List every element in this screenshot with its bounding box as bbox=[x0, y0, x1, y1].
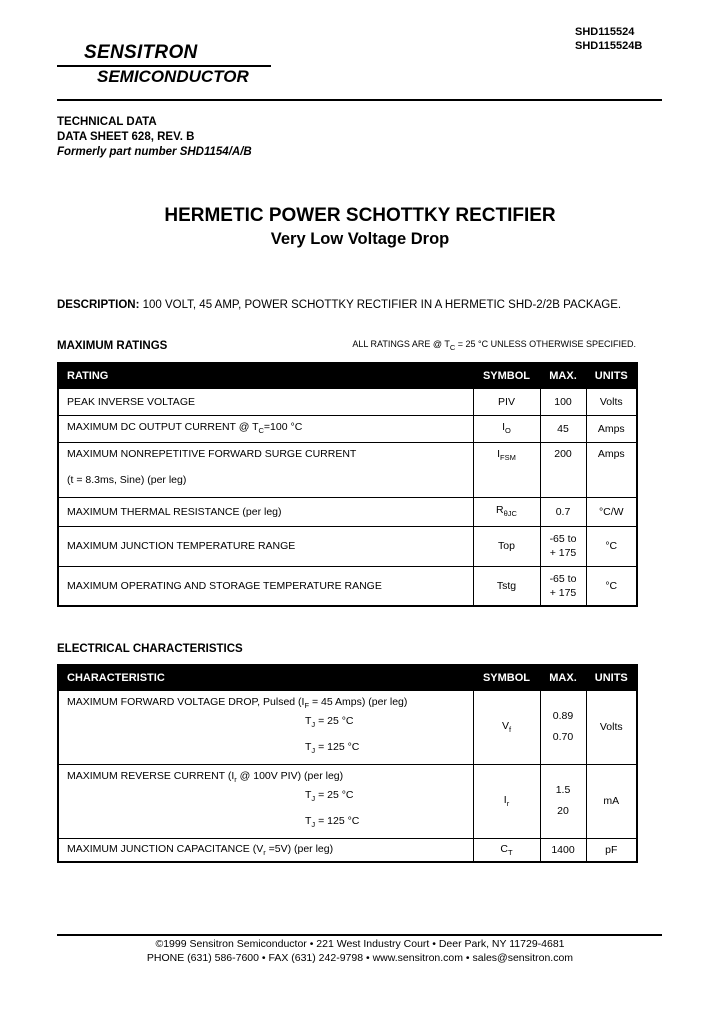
vf-cond2-post: = 125 °C bbox=[315, 740, 360, 753]
vf-max-line2: 0.70 bbox=[552, 731, 574, 744]
ir-symbol-cell bbox=[473, 764, 540, 838]
ct-symbol-cell bbox=[473, 839, 540, 862]
ir-cond1 bbox=[305, 784, 469, 810]
description bbox=[57, 299, 667, 311]
table-row bbox=[58, 388, 637, 415]
brand-logo bbox=[57, 42, 271, 87]
table-row bbox=[58, 442, 637, 497]
top-rating-cell: MAXIMUM JUNCTION TEMPERATURE RANGE bbox=[58, 526, 473, 566]
io-symbol-cell bbox=[473, 415, 540, 442]
brand-division: SEMICONDUCTOR bbox=[97, 67, 249, 86]
ir-symbol-base: I bbox=[503, 794, 507, 807]
ir-symbol-sub: r bbox=[506, 799, 510, 809]
title-main: HERMETIC POWER SCHOTTKY RECTIFIER bbox=[164, 205, 556, 226]
vf-cond2-pre: T bbox=[305, 740, 312, 753]
ratings-header-units: UNITS bbox=[586, 363, 637, 388]
table-row bbox=[58, 764, 637, 838]
tstg-symbol-cell: Tstg bbox=[473, 566, 540, 606]
table-row bbox=[58, 526, 637, 566]
ir-units-cell: mA bbox=[586, 764, 637, 838]
part-numbers bbox=[575, 25, 642, 53]
ifsm-symbol-cell bbox=[473, 442, 540, 497]
io-rating-pre: MAXIMUM DC OUTPUT CURRENT @ T bbox=[67, 421, 259, 434]
vf-characteristic-cell bbox=[58, 690, 473, 764]
description-text: 100 VOLT, 45 AMP, POWER SCHOTTKY RECTIFIER IN A HERMETIC SHD-2/2B PACKAGE. bbox=[142, 299, 622, 311]
vf-cond1 bbox=[305, 710, 469, 736]
ifsm-max-cell: 200 bbox=[540, 442, 586, 497]
footer-divider bbox=[57, 934, 662, 936]
ct-line-sub: r bbox=[263, 847, 266, 857]
table-row bbox=[58, 497, 637, 526]
ct-units-cell: pF bbox=[586, 839, 637, 862]
footer-address-line: ©1999 Sensitron Semiconductor • 221 West Industry Court • Deer Park, NY 11729-4681 bbox=[155, 938, 565, 950]
tstg-units-cell: °C bbox=[586, 566, 637, 606]
rthjc-symbol-sub: θJC bbox=[503, 509, 517, 519]
electrical-header-max: MAX. bbox=[540, 665, 586, 690]
ir-max-line1: 1.5 bbox=[555, 784, 571, 797]
io-units-cell: Amps bbox=[586, 415, 637, 442]
vf-cond2-sub: J bbox=[311, 745, 316, 755]
ifsm-rating-line2: (t = 8.3ms, Sine) (per leg) bbox=[67, 473, 187, 486]
ir-max-line2: 20 bbox=[557, 805, 569, 818]
ratings-note-pre: ALL RATINGS ARE @ T bbox=[352, 339, 450, 349]
ct-characteristic-cell bbox=[58, 839, 473, 862]
rthjc-units-cell: °C/W bbox=[586, 497, 637, 526]
ir-cond1-post: = 25 °C bbox=[315, 788, 354, 801]
ir-cond1-sub: J bbox=[311, 793, 316, 803]
vf-line1-pre: MAXIMUM FORWARD VOLTAGE DROP, Pulsed (I bbox=[67, 695, 305, 708]
tstg-rating-cell: MAXIMUM OPERATING AND STORAGE TEMPERATURE RANGE bbox=[58, 566, 473, 606]
ir-cond2-pre: T bbox=[305, 814, 312, 827]
meta-datasheet-rev: DATA SHEET 628, REV. B bbox=[57, 131, 195, 143]
part-number-primary: SHD115524 bbox=[575, 26, 635, 38]
piv-rating-cell: PEAK INVERSE VOLTAGE bbox=[58, 388, 473, 415]
table-row bbox=[58, 839, 637, 862]
top-units-cell: °C bbox=[586, 526, 637, 566]
top-symbol-cell: Top bbox=[473, 526, 540, 566]
ir-line1-sub: r bbox=[234, 774, 237, 784]
ifsm-units-cell: Amps bbox=[586, 442, 637, 497]
footer-contact-line: PHONE (631) 586-7600 • FAX (631) 242-9798 • www.sensitron.com • sales@sensitron.com bbox=[146, 952, 574, 964]
ratings-header-row bbox=[58, 363, 637, 388]
ct-line-pre: MAXIMUM JUNCTION CAPACITANCE (V bbox=[67, 842, 264, 855]
vf-max-line1: 0.89 bbox=[552, 710, 574, 723]
title-sub: Very Low Voltage Drop bbox=[270, 230, 450, 248]
vf-cond1-sub: J bbox=[311, 719, 316, 729]
header-divider bbox=[57, 99, 662, 101]
vf-units-cell: Volts bbox=[586, 690, 637, 764]
rthjc-max-cell: 0.7 bbox=[540, 497, 586, 526]
electrical-header-row bbox=[58, 665, 637, 690]
io-rating-post: =100 °C bbox=[263, 421, 303, 434]
ct-line-post: =5V) (per leg) bbox=[265, 842, 334, 855]
ratings-note bbox=[352, 339, 636, 352]
ratings-header-rating: RATING bbox=[58, 363, 473, 388]
ifsm-symbol-sub: FSM bbox=[500, 452, 516, 462]
ir-line1-post: @ 100V PIV) (per leg) bbox=[236, 769, 344, 782]
ir-cond2-sub: J bbox=[311, 820, 316, 830]
rthjc-symbol-base: R bbox=[496, 504, 504, 517]
vf-symbol-sub: f bbox=[508, 725, 512, 735]
ifsm-rating-line1: MAXIMUM NONREPETITIVE FORWARD SURGE CURRENT bbox=[67, 447, 357, 460]
vf-line1-post: = 45 Amps) (per leg) bbox=[309, 695, 408, 708]
ir-cond2 bbox=[305, 810, 469, 836]
document-meta bbox=[57, 115, 252, 160]
ifsm-symbol-base: I bbox=[497, 447, 501, 460]
rthjc-rating-cell: MAXIMUM THERMAL RESISTANCE (per leg) bbox=[58, 497, 473, 526]
vf-cond1-post: = 25 °C bbox=[315, 714, 354, 727]
footer bbox=[0, 937, 720, 965]
vf-symbol-cell bbox=[473, 690, 540, 764]
meta-former-part: Formerly part number SHD1154/A/B bbox=[57, 146, 252, 158]
part-number-secondary: SHD115524B bbox=[575, 40, 643, 52]
io-rating-sub: C bbox=[258, 426, 264, 436]
ir-line1 bbox=[67, 770, 469, 784]
description-label: DESCRIPTION: bbox=[57, 299, 140, 311]
ratings-section-title: MAXIMUM RATINGS bbox=[57, 339, 168, 352]
ratings-header-max: MAX. bbox=[540, 363, 586, 388]
electrical-header-symbol: SYMBOL bbox=[473, 665, 540, 690]
tstg-max-cell bbox=[540, 566, 586, 606]
top-max-cell bbox=[540, 526, 586, 566]
vf-max-cell bbox=[540, 690, 586, 764]
io-symbol-sub: O bbox=[505, 426, 511, 436]
ir-cond1-pre: T bbox=[305, 788, 312, 801]
vf-line1 bbox=[67, 696, 469, 710]
top-max-line2: + 175 bbox=[549, 547, 577, 559]
meta-technical-data: TECHNICAL DATA bbox=[57, 116, 157, 128]
rthjc-symbol-cell bbox=[473, 497, 540, 526]
piv-symbol-cell: PIV bbox=[473, 388, 540, 415]
table-row bbox=[58, 690, 637, 764]
electrical-section-title: ELECTRICAL CHARACTERISTICS bbox=[57, 643, 243, 655]
ct-max-cell: 1400 bbox=[540, 839, 586, 862]
io-rating-cell bbox=[58, 415, 473, 442]
table-row bbox=[58, 566, 637, 606]
vf-cond1-pre: T bbox=[305, 714, 312, 727]
maximum-ratings-table bbox=[57, 362, 638, 607]
ratings-header-symbol: SYMBOL bbox=[473, 363, 540, 388]
ifsm-rating-cell bbox=[58, 442, 473, 497]
table-row bbox=[58, 415, 637, 442]
ratings-note-post: = 25 °C UNLESS OTHERWISE SPECIFIED. bbox=[455, 339, 636, 349]
tstg-max-line1: -65 to bbox=[549, 572, 577, 585]
io-symbol-base: I bbox=[502, 421, 506, 434]
document-title bbox=[0, 205, 720, 249]
vf-symbol-base: V bbox=[501, 720, 509, 733]
tstg-max-line2: + 175 bbox=[549, 586, 577, 599]
brand-name: SENSITRON bbox=[84, 42, 198, 63]
electrical-header-characteristic: CHARACTERISTIC bbox=[58, 665, 473, 690]
electrical-header-units: UNITS bbox=[586, 665, 637, 690]
ir-cond2-post: = 125 °C bbox=[315, 814, 360, 827]
ratings-note-sub: C bbox=[449, 342, 456, 352]
ir-max-cell bbox=[540, 764, 586, 838]
ct-symbol-base: C bbox=[500, 842, 508, 855]
ir-line1-pre: MAXIMUM REVERSE CURRENT (I bbox=[67, 769, 235, 782]
vf-cond2 bbox=[305, 736, 469, 762]
piv-max-cell: 100 bbox=[540, 388, 586, 415]
io-max-cell: 45 bbox=[540, 415, 586, 442]
ir-characteristic-cell bbox=[58, 764, 473, 838]
ratings-section-head bbox=[57, 339, 636, 352]
ct-symbol-sub: T bbox=[508, 847, 513, 857]
piv-units-cell: Volts bbox=[586, 388, 637, 415]
vf-line1-sub: F bbox=[304, 700, 310, 710]
top-max-line1: -65 to bbox=[549, 533, 577, 545]
electrical-characteristics-table bbox=[57, 664, 638, 863]
